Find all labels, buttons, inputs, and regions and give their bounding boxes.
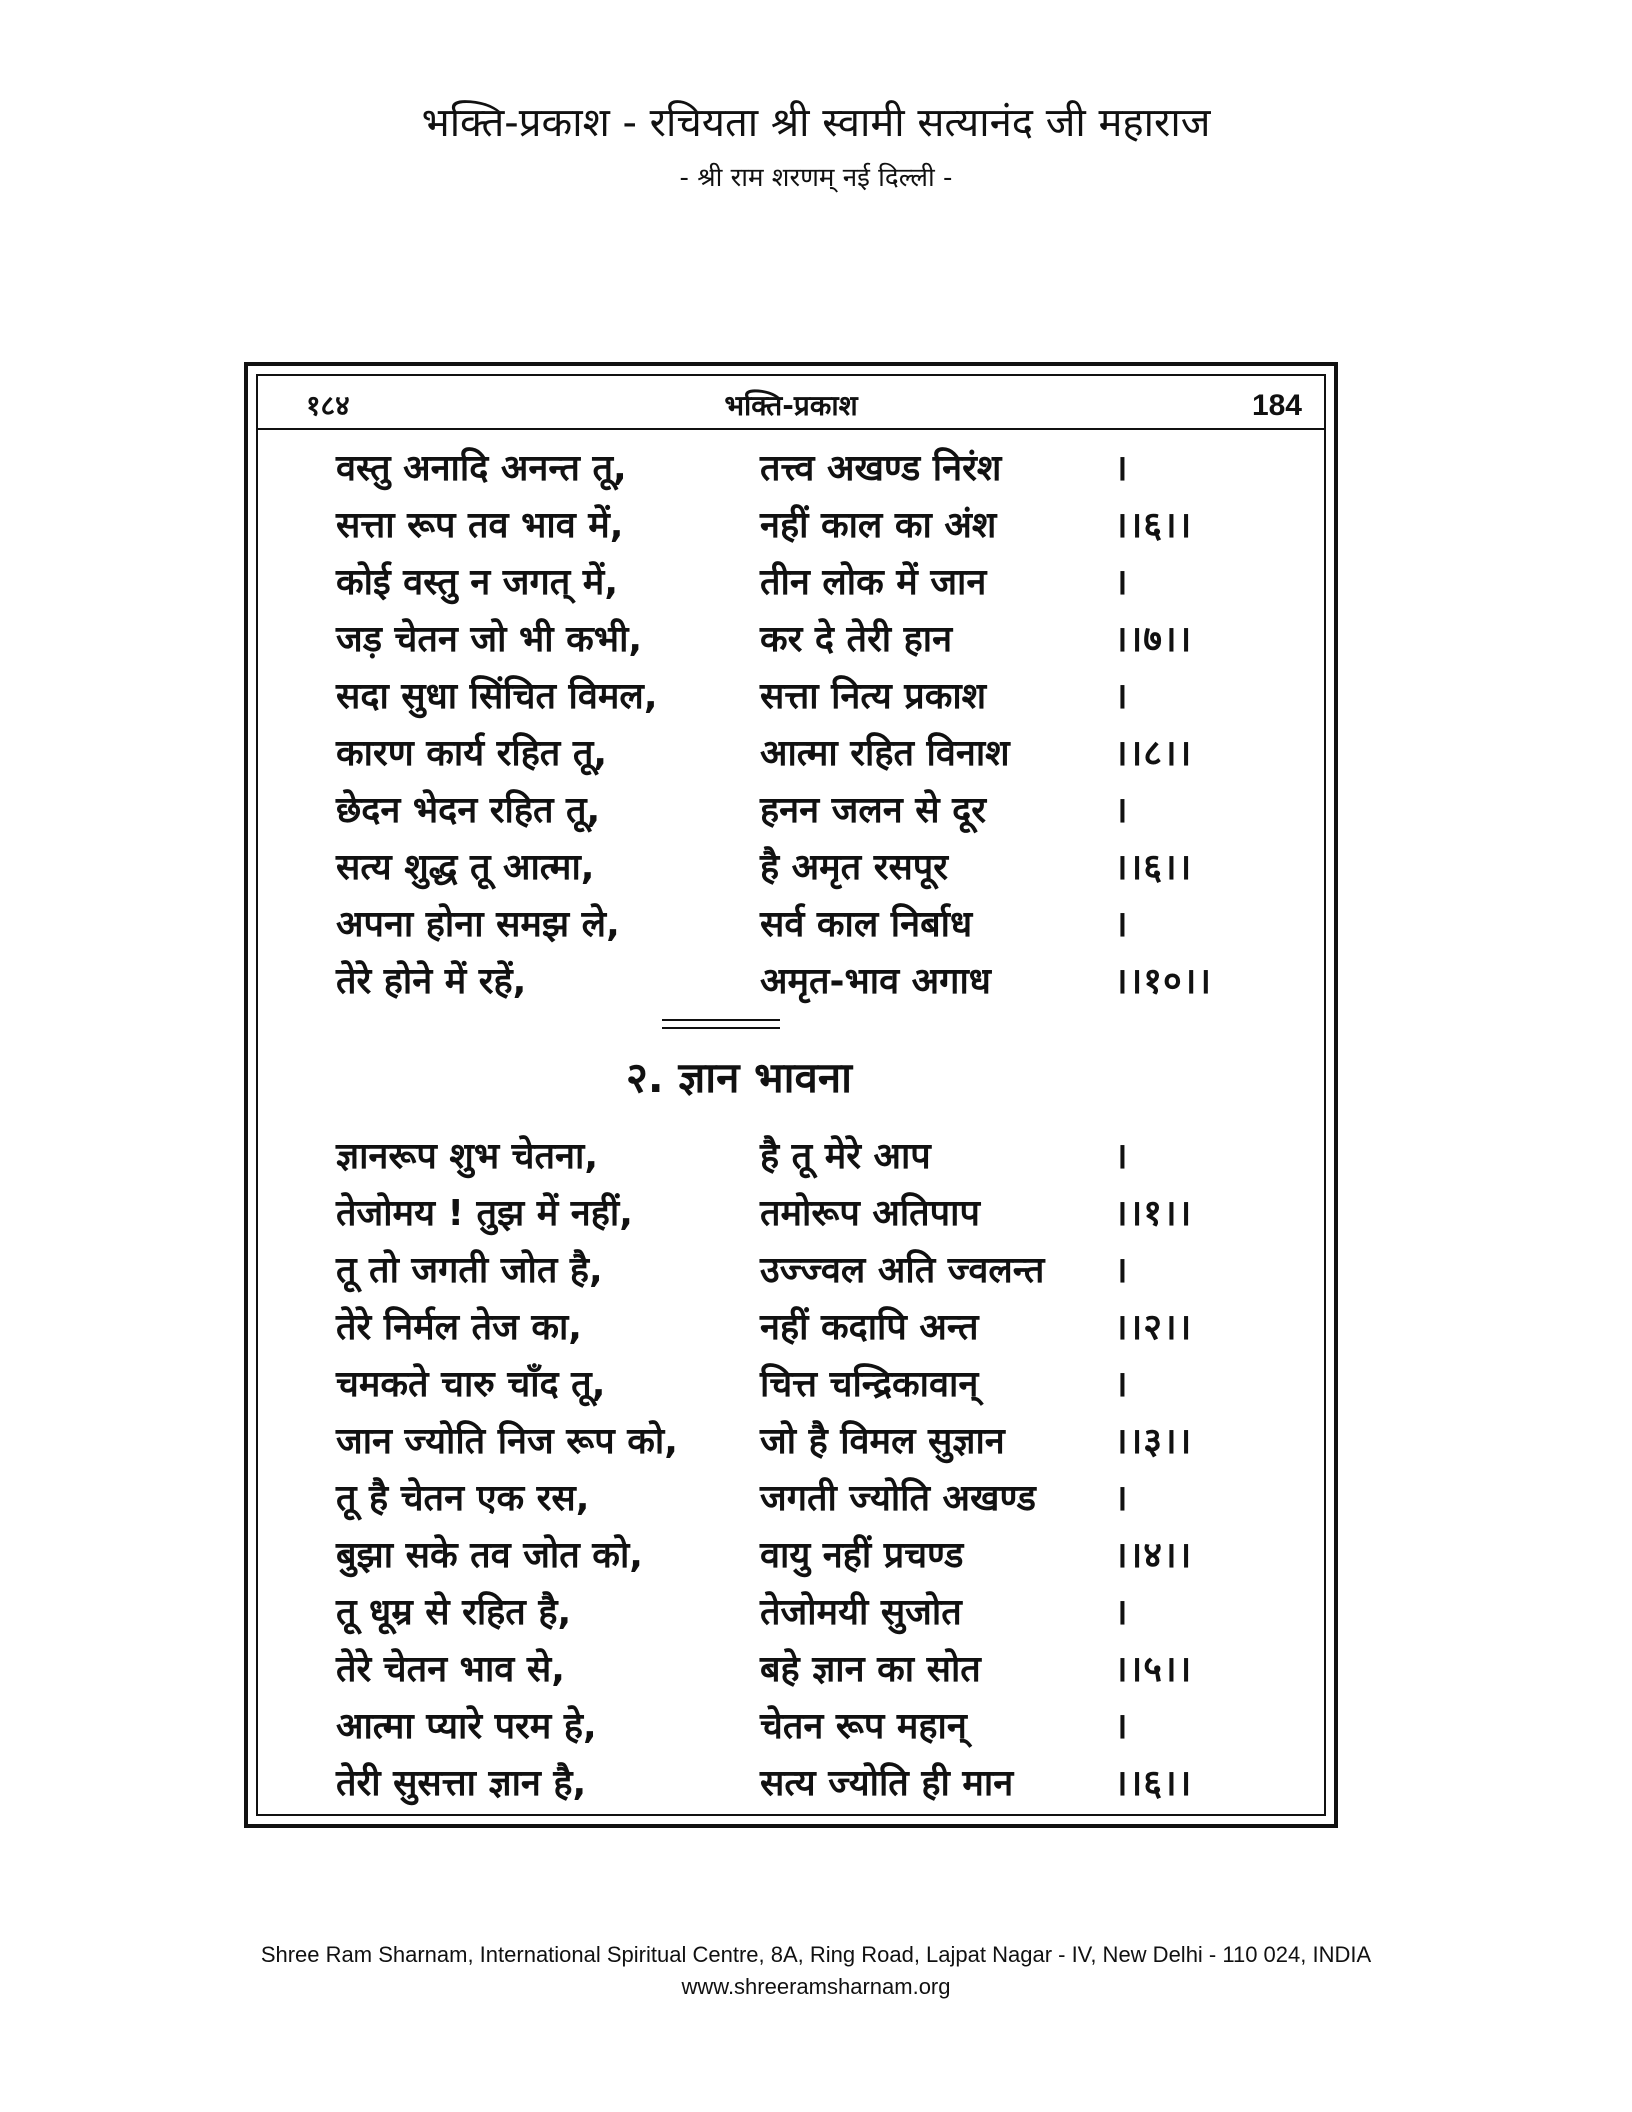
verse-line: [336, 953, 1236, 1010]
verse-line: [336, 1128, 1236, 1185]
verse-line: [336, 1185, 1236, 1242]
verse-number: ।।८।।: [1114, 733, 1193, 774]
verses-block-bottom: [336, 1128, 1236, 1812]
verse-number: ।।६।।: [1114, 505, 1193, 546]
verse-line: [336, 896, 1236, 953]
verse-number: ।।७।।: [1114, 619, 1193, 660]
verse-right: तमोरूप अतिपाप: [760, 1193, 980, 1234]
header-rule: [258, 428, 1324, 430]
verse-number: ।: [1114, 676, 1129, 717]
verse-number: ।।५।।: [1114, 1649, 1193, 1690]
verse-line: [336, 1755, 1236, 1812]
page-number: 184: [1251, 389, 1302, 422]
verse-line: [336, 497, 1236, 554]
verse-line: [336, 1584, 1236, 1641]
verse-number: ।।२।।: [1114, 1307, 1193, 1348]
verse-number: ।।६।।: [1114, 847, 1193, 888]
verse-right: कर दे तेरी हान: [760, 619, 953, 660]
verse-right: सत्य ज्योति ही मान: [760, 1763, 1014, 1804]
verse-left: जड़ चेतन जो भी कभी,: [336, 619, 643, 660]
document-title: भक्ति-प्रकाश - रचियता श्री स्वामी सत्यानंद जी महाराज: [421, 100, 1211, 146]
verse-right: सत्ता नित्य प्रकाश: [760, 676, 987, 717]
verse-left: तू तो जगती जोत है,: [336, 1250, 603, 1291]
verse-left: तेरे होने में रहें,: [336, 961, 527, 1002]
verse-line: [336, 725, 1236, 782]
verse-number: ।: [1114, 562, 1129, 603]
document-subtitle: - श्री राम शरणम् नई दिल्ली -: [679, 163, 953, 193]
verse-left: बुझा सके तव जोत को,: [336, 1535, 643, 1576]
book-page-header: [258, 384, 1324, 428]
verse-right: आत्मा रहित विनाश: [760, 733, 1010, 774]
verse-right: तीन लोक में जान: [760, 562, 987, 603]
verse-left: अपना होना समझ ले,: [336, 904, 620, 945]
verse-line: [336, 1413, 1236, 1470]
verse-right: जो है विमल सुज्ञान: [760, 1421, 1005, 1462]
verse-number: ।: [1114, 1706, 1129, 1747]
verse-number: ।: [1114, 1364, 1129, 1405]
verse-line: [336, 440, 1236, 497]
verse-number: ।: [1114, 448, 1129, 489]
verse-number: ।: [1114, 1136, 1129, 1177]
verse-line: [336, 839, 1236, 896]
verse-right: वायु नहीं प्रचण्ड: [760, 1535, 964, 1576]
verse-left: कोई वस्तु न जगत् में,: [336, 562, 619, 603]
verse-right: जगती ज्योति अखण्ड: [760, 1478, 1036, 1519]
verse-number: ।।४।।: [1114, 1535, 1193, 1576]
verse-line: [336, 1242, 1236, 1299]
verse-right: बहे ज्ञान का सोत: [760, 1649, 981, 1690]
page-number-hindi: १८४: [306, 389, 350, 422]
verse-line: [336, 1356, 1236, 1413]
verse-left: जान ज्योति निज रूप को,: [336, 1421, 678, 1462]
verse-line: [336, 554, 1236, 611]
verse-right: नहीं काल का अंश: [760, 505, 997, 546]
verse-line: [336, 1698, 1236, 1755]
verse-number: ।: [1114, 1250, 1129, 1291]
verse-line: [336, 668, 1236, 725]
verse-number: ।: [1114, 790, 1129, 831]
verse-left: आत्मा प्यारे परम हे,: [336, 1706, 597, 1747]
verse-line: [336, 1641, 1236, 1698]
verse-right: है तू मेरे आप: [760, 1136, 931, 1177]
verse-left: तेरे निर्मल तेज का,: [336, 1307, 582, 1348]
verse-left: सत्ता रूप तव भाव में,: [336, 505, 624, 546]
footer-website: www.shreeramsharnam.org: [681, 1974, 951, 1999]
verse-line: [336, 1299, 1236, 1356]
verse-left: ज्ञानरूप शुभ चेतना,: [336, 1136, 599, 1177]
verse-right: सर्व काल निर्बाध: [760, 904, 973, 945]
footer-address: Shree Ram Sharnam, International Spiritual Centre, 8A, Ring Road, Lajpat Nagar - IV, New Delhi - 110 024, INDIA: [260, 1942, 1372, 1967]
verse-right: चेतन रूप महान्: [760, 1706, 967, 1747]
verse-number: ।।१०।।: [1114, 961, 1213, 1002]
verse-left: तेजोमय ! तुझ में नहीं,: [336, 1193, 633, 1234]
verse-left: कारण कार्य रहित तू,: [336, 733, 608, 774]
verse-left: छेदन भेदन रहित तू,: [336, 790, 601, 831]
verse-right: उज्ज्वल अति ज्वलन्त: [760, 1250, 1045, 1291]
verse-left: चमकते चारु चाँद तू,: [336, 1364, 606, 1405]
verse-number: ।।१।।: [1114, 1193, 1193, 1234]
verse-line: [336, 611, 1236, 668]
verse-line: [336, 782, 1236, 839]
verse-number: ।: [1114, 1592, 1129, 1633]
verse-line: [336, 1470, 1236, 1527]
verse-left: तू धूम्र से रहित है,: [336, 1592, 572, 1633]
verse-number: ।: [1114, 904, 1129, 945]
verse-number: ।।३।।: [1114, 1421, 1193, 1462]
verse-left: वस्तु अनादि अनन्त तू,: [336, 448, 627, 489]
verse-right: अमृत-भाव अगाध: [760, 961, 991, 1002]
verse-right: हनन जलन से दूर: [760, 790, 986, 831]
verse-left: तू है चेतन एक रस,: [336, 1478, 590, 1519]
verses-block-top: [336, 440, 1236, 1010]
verse-line: [336, 1527, 1236, 1584]
section-separator: [662, 1027, 780, 1029]
verse-left: सत्य शुद्ध तू आत्मा,: [336, 847, 595, 888]
running-title: भक्ति-प्रकाश: [724, 389, 858, 422]
verse-number: ।।६।।: [1114, 1763, 1193, 1804]
verse-right: तेजोमयी सुजोत: [760, 1592, 962, 1633]
verse-left: तेरे चेतन भाव से,: [336, 1649, 565, 1690]
verse-left: तेरी सुसत्ता ज्ञान है,: [336, 1763, 587, 1804]
section-heading: २. ज्ञान भावना: [625, 1053, 853, 1102]
verse-right: तत्त्व अखण्ड निरंश: [760, 448, 1002, 489]
verse-right: है अमृत रसपूर: [760, 847, 948, 888]
verse-right: चित्त चन्द्रिकावान्: [760, 1364, 979, 1405]
verse-number: ।: [1114, 1478, 1129, 1519]
verse-right: नहीं कदापि अन्त: [760, 1307, 979, 1348]
verse-left: सदा सुधा सिंचित विमल,: [336, 676, 658, 717]
section-separator: [662, 1019, 780, 1021]
